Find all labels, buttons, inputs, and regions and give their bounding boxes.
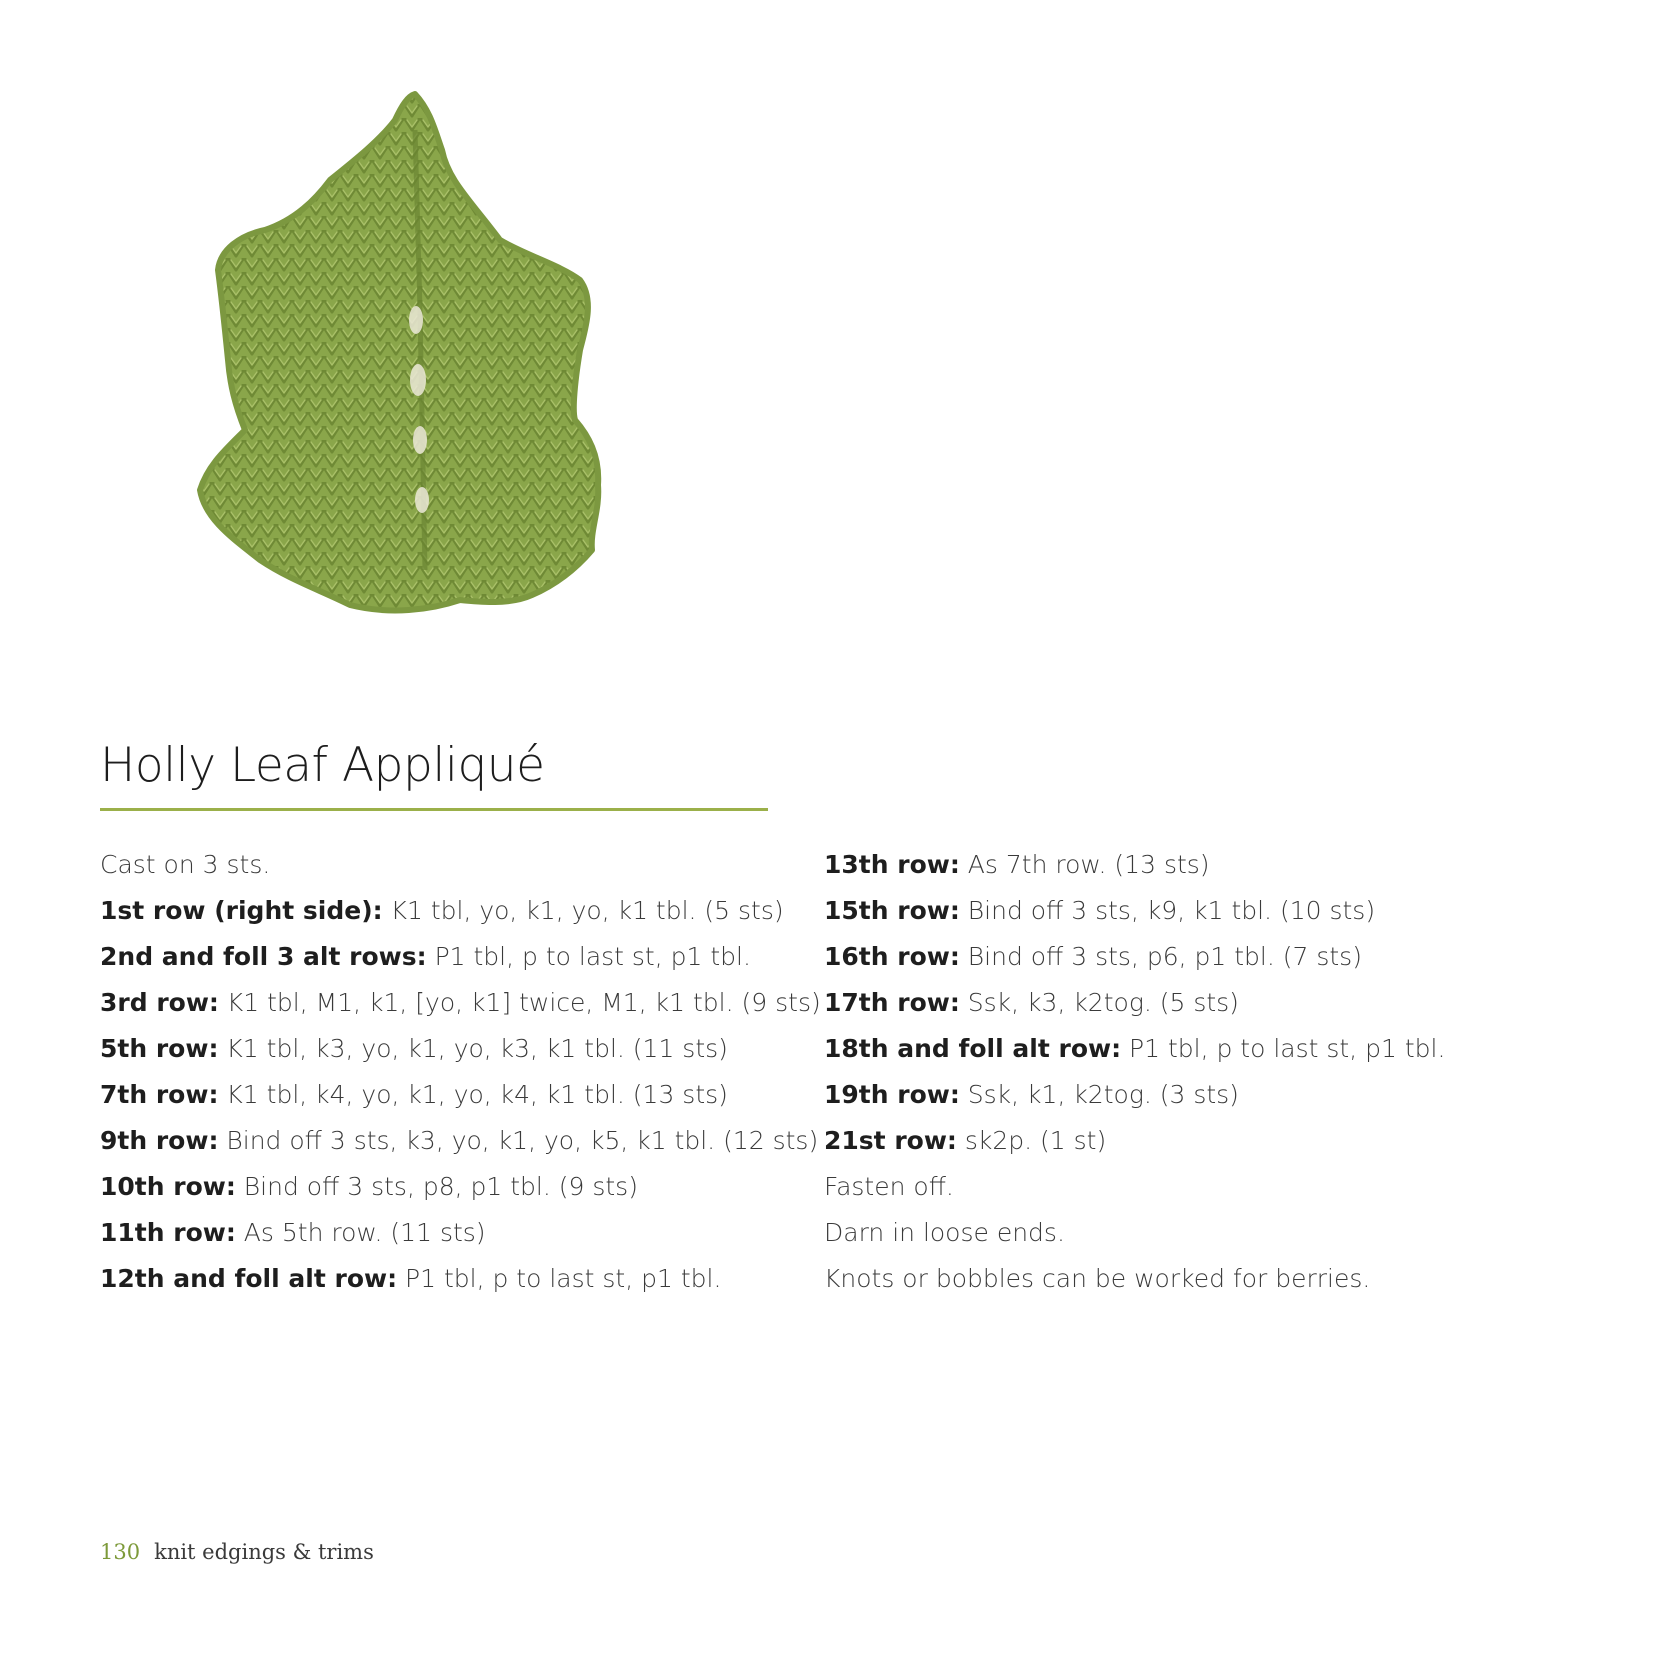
instruction-line: 21st row: sk2p. (1 st) (824, 1126, 1107, 1155)
section-name: knit edgings & trims (154, 1540, 374, 1564)
instruction-line: 19th row: Ssk, k1, k2tog. (3 sts) (824, 1080, 1239, 1109)
instruction-line: 16th row: Bind off 3 sts, p6, p1 tbl. (7 sts) (824, 942, 1362, 971)
holly-leaf-photo (180, 90, 660, 670)
instruction-line: 10th row: Bind off 3 sts, p8, p1 tbl. (9 sts) (100, 1172, 638, 1201)
instruction-line: 5th row: K1 tbl, k3, yo, k1, yo, k3, k1 tbl. (11 sts) (100, 1034, 728, 1063)
instruction-line: 1st row (right side): K1 tbl, yo, k1, yo, k1 tbl. (5 sts) (100, 896, 784, 925)
instruction-line: 17th row: Ssk, k3, k2tog. (5 sts) (824, 988, 1239, 1017)
instruction-line: 15th row: Bind off 3 sts, k9, k1 tbl. (10 sts) (824, 896, 1376, 925)
instruction-line: 9th row: Bind off 3 sts, k3, yo, k1, yo, k5, k1 tbl. (12 sts) (100, 1126, 819, 1155)
instruction-line: 12th and foll alt row: P1 tbl, p to last st, p1 tbl. (100, 1264, 722, 1293)
instruction-line: Cast on 3 sts. (100, 850, 271, 879)
instruction-line: 18th and foll alt row: P1 tbl, p to last st, p1 tbl. (824, 1034, 1446, 1063)
knitted-holly-leaf-icon (180, 90, 660, 670)
instruction-line: 7th row: K1 tbl, k4, yo, k1, yo, k4, k1 tbl. (13 sts) (100, 1080, 728, 1109)
instruction-line: Darn in loose ends. (824, 1218, 1065, 1247)
title-divider (100, 808, 768, 811)
instruction-line: Fasten off. (824, 1172, 954, 1201)
instruction-line: 13th row: As 7th row. (13 sts) (824, 850, 1210, 879)
page-title: Holly Leaf Appliqué (100, 738, 545, 793)
page-number: 130 (100, 1540, 141, 1564)
page-footer (100, 1540, 374, 1564)
instruction-line: Knots or bobbles can be worked for berries. (824, 1264, 1371, 1293)
instruction-line: 2nd and foll 3 alt rows: P1 tbl, p to last st, p1 tbl. (100, 942, 751, 971)
instruction-line: 3rd row: K1 tbl, M1, k1, [yo, k1] twice, M1, k1 tbl. (9 sts) (100, 988, 821, 1017)
instruction-line: 11th row: As 5th row. (11 sts) (100, 1218, 486, 1247)
instructions-right-column (824, 842, 1445, 1302)
instructions-left-column (100, 842, 821, 1302)
